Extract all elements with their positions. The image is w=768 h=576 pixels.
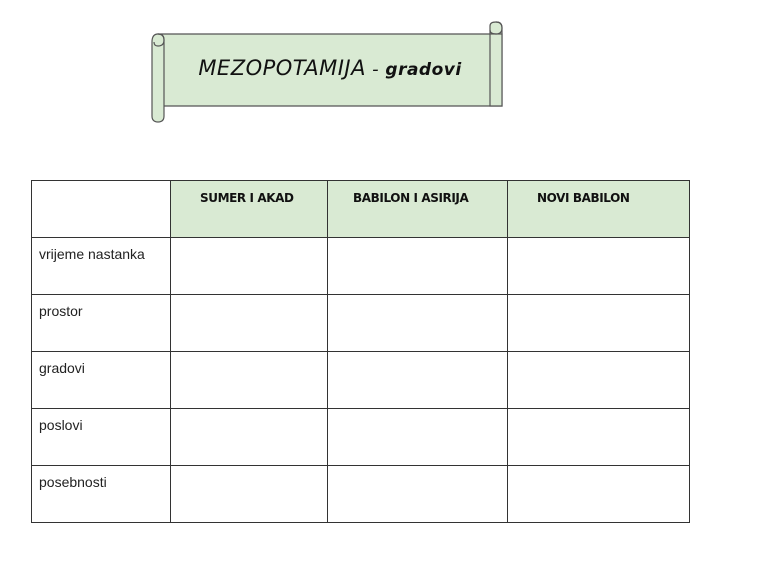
answer-cell[interactable] [508, 409, 690, 466]
table-row [32, 295, 690, 352]
column-header-novi-babilon: NOVI BABILON [508, 181, 690, 238]
column-header-sumer-akad: SUMER I AKAD [171, 181, 328, 238]
answer-cell[interactable] [328, 409, 508, 466]
row-label-poslovi: poslovi [32, 409, 171, 466]
table-row [32, 409, 690, 466]
column-header-babilon-asirija: BABILON I ASIRIJA [328, 181, 508, 238]
answer-cell[interactable] [171, 352, 328, 409]
cities-table [31, 180, 690, 523]
title-separator: - [365, 59, 386, 80]
row-label-vrijeme-nastanka: vrijeme nastanka [32, 238, 171, 295]
answer-cell[interactable] [171, 409, 328, 466]
answer-cell[interactable] [171, 466, 328, 523]
answer-cell[interactable] [328, 466, 508, 523]
answer-cell[interactable] [171, 295, 328, 352]
table-row [32, 238, 690, 295]
row-label-gradovi: gradovi [32, 352, 171, 409]
title-scroll-banner [148, 20, 506, 124]
row-label-posebnosti: posebnosti [32, 466, 171, 523]
answer-cell[interactable] [508, 466, 690, 523]
answer-cell[interactable] [328, 238, 508, 295]
answer-cell[interactable] [171, 238, 328, 295]
corner-cell [32, 181, 171, 238]
header-row [32, 181, 690, 238]
title-sub: gradovi [385, 60, 462, 80]
answer-cell[interactable] [508, 352, 690, 409]
page-title [160, 56, 500, 80]
row-label-prostor: prostor [32, 295, 171, 352]
table-row [32, 352, 690, 409]
title-main: MEZOPOTAMIJA [198, 56, 366, 80]
answer-cell[interactable] [508, 238, 690, 295]
table-row [32, 466, 690, 523]
answer-cell[interactable] [328, 295, 508, 352]
answer-cell[interactable] [508, 295, 690, 352]
answer-cell[interactable] [328, 352, 508, 409]
